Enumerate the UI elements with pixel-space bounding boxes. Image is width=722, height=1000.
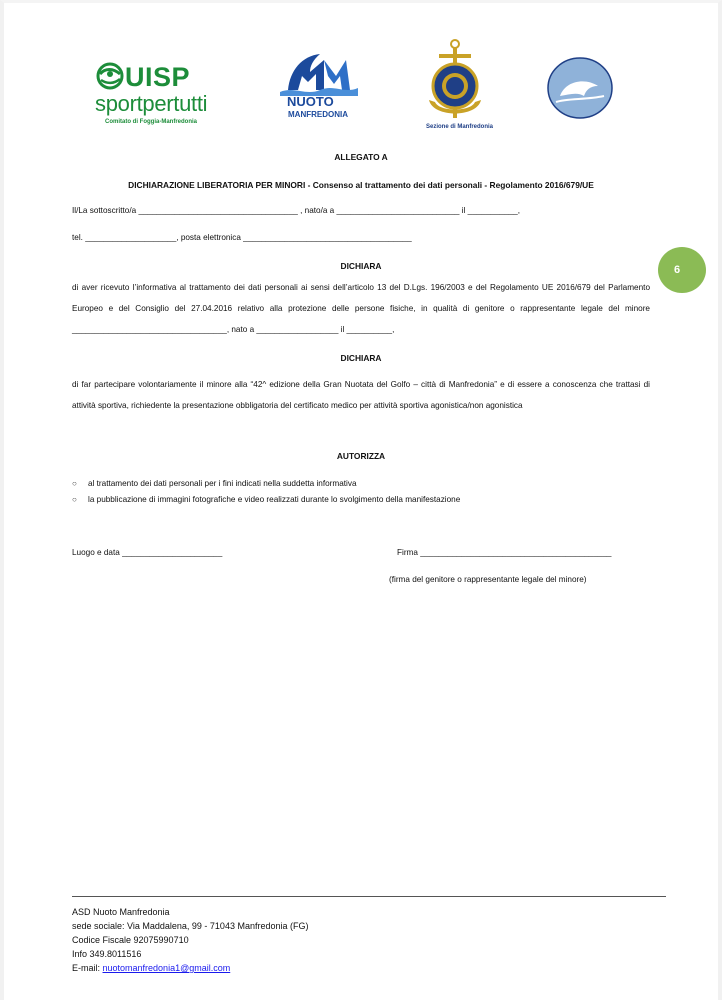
informativa-paragraph: di aver ricevuto l’informativa al trattamento dei dati personali ai sensi dell’articolo 13 del D.Lgs. 196/2003 e del Regolamento UE 2016/679 del Parlamento Europeo e del Consiglio del 27.04.2016 relativo alla protezione delle persone fisiche, in qualità di genitore o rappresentante legale del minore __________________________________, nato a __________________ il __________, bbox=[72, 283, 650, 334]
footer-address: sede sociale: Via Maddalena, 99 - 71043 Manfredonia (FG) bbox=[72, 921, 309, 931]
place-date-field[interactable]: Luogo e data ______________________ bbox=[72, 548, 223, 557]
contact-line[interactable]: tel. ____________________, posta elettronica _____________________________________ bbox=[72, 233, 412, 242]
dolphin-badge-icon bbox=[546, 56, 614, 120]
authorization-list bbox=[72, 475, 650, 507]
dolphin-icon bbox=[280, 50, 358, 96]
footer-divider bbox=[72, 896, 666, 897]
club-nuoto-logo bbox=[546, 56, 614, 120]
lega-caption: Sezione di Manfredonia bbox=[426, 124, 494, 130]
manfredonia-label: MANFREDONIA bbox=[288, 110, 348, 119]
document-title: DICHIARAZIONE LIBERATORIA PER MINORI - Consenso al trattamento dei dati personali - Regolamento 2016/679/UE bbox=[128, 180, 594, 190]
participation-paragraph: di far partecipare volontariamente il minore alla “42^ edizione della Gran Nuotata del Golfo – città di Manfredonia” e di essere a conoscenza che trattasi di attività sportiva, richiedente la presentazione obbligatoria del certificato medico per attività sportiva agonistica/non agonistica bbox=[72, 380, 650, 410]
logo-strip bbox=[0, 38, 722, 138]
globe-icon bbox=[95, 62, 125, 90]
dichiara-heading-1: DICHIARA bbox=[340, 261, 382, 271]
email-link[interactable]: nuotomanfredonia1@gmail.com bbox=[102, 963, 231, 973]
lega-navale-logo bbox=[423, 38, 494, 134]
page-number-badge: 6 bbox=[658, 247, 706, 293]
signature-field[interactable]: Firma __________________________________________ bbox=[397, 548, 612, 557]
footer-org: ASD Nuoto Manfredonia bbox=[72, 907, 170, 917]
nuoto-label: NUOTO bbox=[287, 94, 334, 109]
signature-note: (firma del genitore o rappresentante legale del minore) bbox=[389, 575, 587, 584]
uisp-subtitle: sportpertutti bbox=[95, 91, 208, 116]
dichiara-heading-2: DICHIARA bbox=[340, 353, 382, 363]
list-item-label: al trattamento dei dati personali per i fini indicati nella suddetta informativa bbox=[88, 478, 357, 488]
email-label: E-mail: bbox=[72, 963, 103, 973]
footer-fiscal-code: Codice Fiscale 92075990710 bbox=[72, 935, 189, 945]
uisp-brand: UISP bbox=[125, 62, 191, 92]
list-item-label: la pubblicazione di immagini fotografiche e video realizzati durante lo svolgimento della manifestazione bbox=[88, 494, 461, 504]
checkbox-circle-icon[interactable]: ○ bbox=[72, 494, 77, 504]
document-heading: ALLEGATO A bbox=[334, 152, 388, 162]
signer-line[interactable]: Il/La sottoscritto/a ___________________________________ , nato/a a ___________________________ il ___________, bbox=[72, 206, 520, 215]
list-item[interactable] bbox=[72, 491, 650, 507]
footer-email-line bbox=[72, 961, 230, 976]
autorizza-heading: AUTORIZZA bbox=[336, 451, 386, 461]
list-item[interactable] bbox=[72, 475, 650, 491]
anchor-emblem-icon bbox=[423, 38, 487, 124]
uisp-committee: Comitato di Foggia-Manfredonia bbox=[105, 119, 197, 125]
uisp-logo bbox=[93, 62, 218, 134]
checkbox-circle-icon[interactable]: ○ bbox=[72, 478, 77, 488]
footer-info: Info 349.8011516 bbox=[72, 949, 142, 959]
nuoto-manfredonia-logo bbox=[280, 50, 358, 122]
